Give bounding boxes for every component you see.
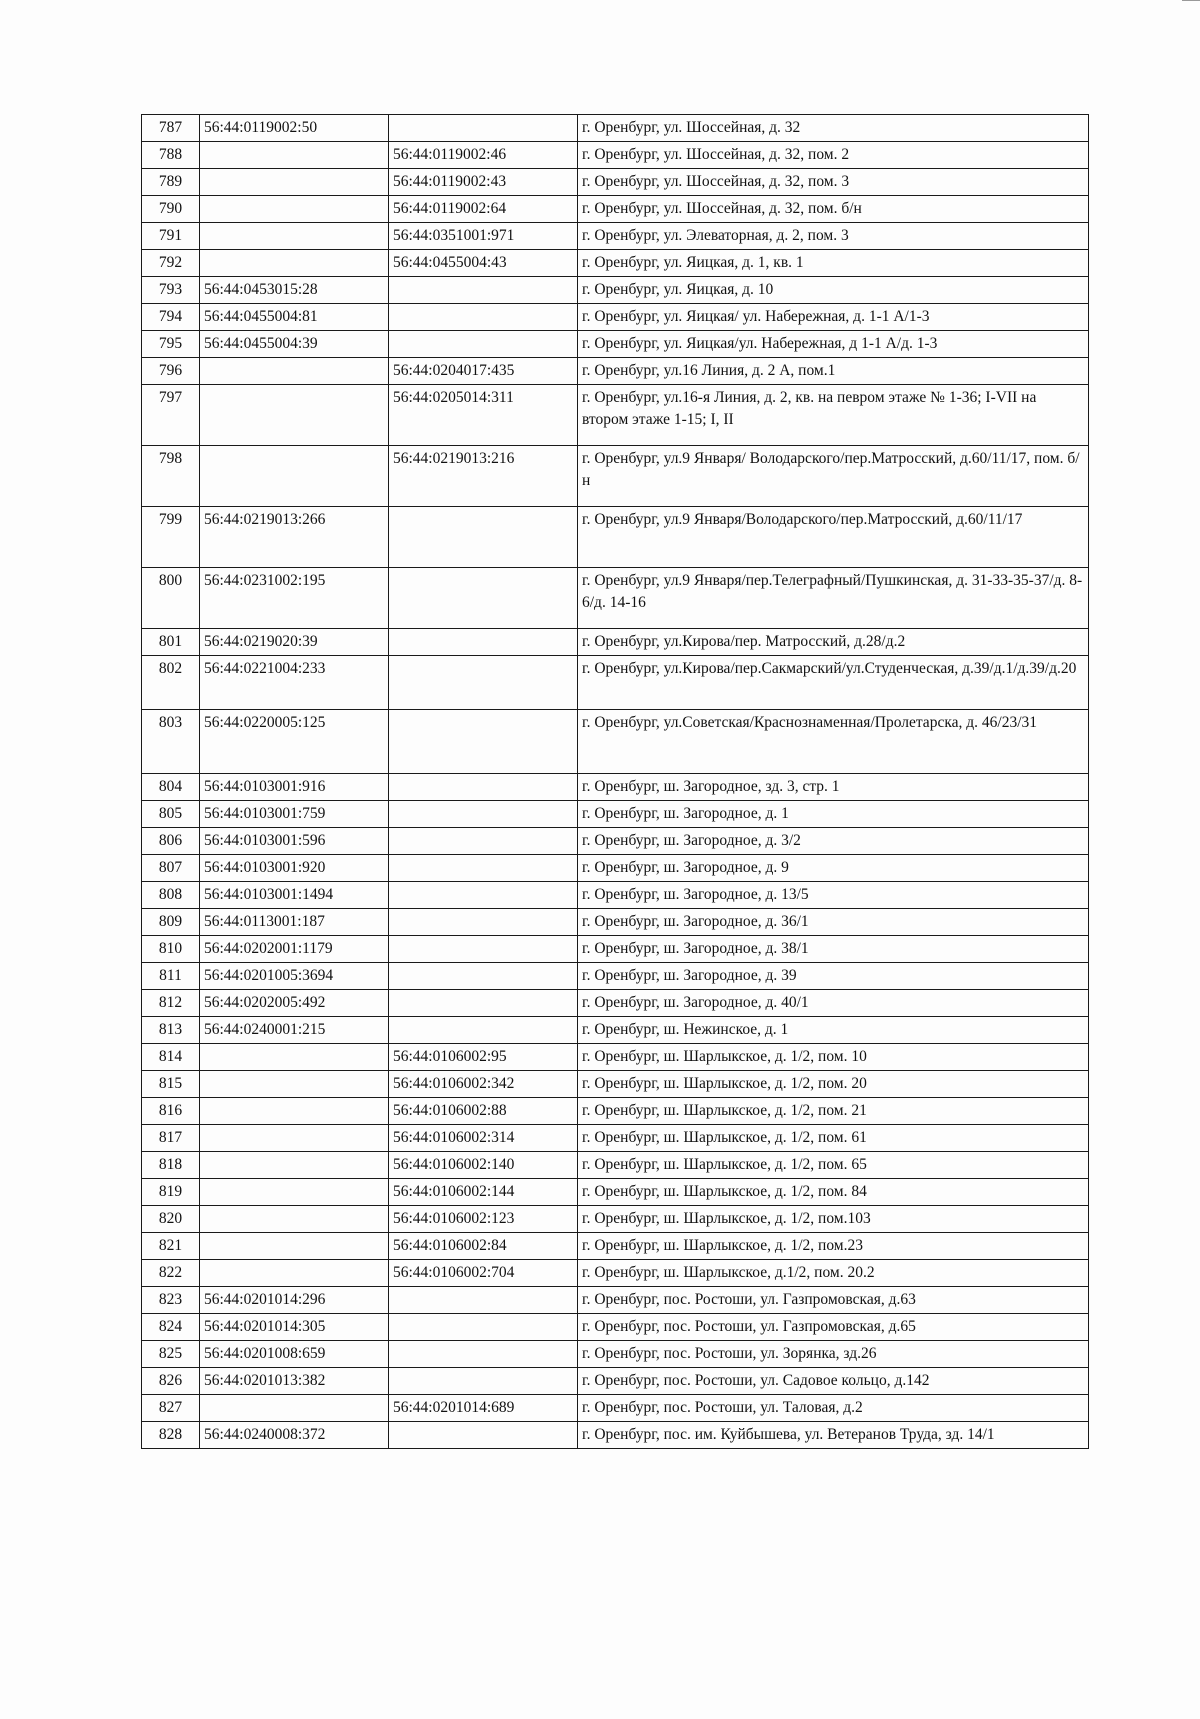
cadastral-number-cell: 56:44:0113001:187 bbox=[200, 909, 389, 936]
row-number-cell: 814 bbox=[142, 1044, 200, 1071]
cadastral-number-cell: 56:44:0219020:39 bbox=[200, 629, 389, 656]
address-cell: г. Оренбург, ш. Загородное, д. 1 bbox=[578, 801, 1089, 828]
address-cell: г. Оренбург, ул. Яицкая/ ул. Набережная, д. 1-1 А/1-3 bbox=[578, 304, 1089, 331]
cadastral-number-cell: 56:44:0201014:296 bbox=[200, 1287, 389, 1314]
premises-cadastral-number-cell bbox=[389, 882, 578, 909]
cadastral-number-cell: 56:44:0103001:920 bbox=[200, 855, 389, 882]
premises-cadastral-number-cell bbox=[389, 1422, 578, 1449]
cadastral-number-cell: 56:44:0221004:233 bbox=[200, 656, 389, 710]
row-number-cell: 809 bbox=[142, 909, 200, 936]
row-number-cell: 801 bbox=[142, 629, 200, 656]
cadastral-number-cell bbox=[200, 169, 389, 196]
address-cell: г. Оренбург, ул.9 Января/ Володарского/пер.Матросский, д.60/11/17, пом. б/н bbox=[578, 446, 1089, 507]
row-number-cell: 790 bbox=[142, 196, 200, 223]
row-number-cell: 828 bbox=[142, 1422, 200, 1449]
table-row bbox=[142, 1368, 1089, 1395]
premises-cadastral-number-cell bbox=[389, 909, 578, 936]
table-row bbox=[142, 142, 1089, 169]
premises-cadastral-number-cell bbox=[389, 1314, 578, 1341]
cadastral-number-cell: 56:44:0219013:266 bbox=[200, 507, 389, 568]
row-number-cell: 820 bbox=[142, 1206, 200, 1233]
address-cell: г. Оренбург, ш. Шарлыкское, д. 1/2, пом. 65 bbox=[578, 1152, 1089, 1179]
table-row bbox=[142, 385, 1089, 446]
row-number-cell: 818 bbox=[142, 1152, 200, 1179]
cadastral-number-cell bbox=[200, 1206, 389, 1233]
cadastral-number-cell bbox=[200, 358, 389, 385]
cadastral-number-cell bbox=[200, 1395, 389, 1422]
registry-table bbox=[141, 114, 1089, 1449]
scan-corner-mark bbox=[1182, 0, 1200, 9]
premises-cadastral-number-cell: 56:44:0201014:689 bbox=[389, 1395, 578, 1422]
table-row bbox=[142, 710, 1089, 774]
table-row bbox=[142, 507, 1089, 568]
premises-cadastral-number-cell: 56:44:0219013:216 bbox=[389, 446, 578, 507]
cadastral-number-cell: 56:44:0240008:372 bbox=[200, 1422, 389, 1449]
premises-cadastral-number-cell: 56:44:0455004:43 bbox=[389, 250, 578, 277]
premises-cadastral-number-cell bbox=[389, 331, 578, 358]
address-cell: г. Оренбург, ул.16-я Линия, д. 2, кв. на певром этаже № 1-36; I-VII на втором этаже 1-15; I, II bbox=[578, 385, 1089, 446]
premises-cadastral-number-cell bbox=[389, 115, 578, 142]
table-row bbox=[142, 223, 1089, 250]
address-cell: г. Оренбург, ш. Нежинское, д. 1 bbox=[578, 1017, 1089, 1044]
table-row bbox=[142, 936, 1089, 963]
address-cell: г. Оренбург, ул. Шоссейная, д. 32, пом. б/н bbox=[578, 196, 1089, 223]
address-cell: г. Оренбург, ул.Советская/Краснознаменная/Пролетарска, д. 46/23/31 bbox=[578, 710, 1089, 774]
address-cell: г. Оренбург, ш. Загородное, зд. 3, стр. 1 bbox=[578, 774, 1089, 801]
row-number-cell: 819 bbox=[142, 1179, 200, 1206]
cadastral-number-cell: 56:44:0455004:39 bbox=[200, 331, 389, 358]
table-row bbox=[142, 1044, 1089, 1071]
table-row bbox=[142, 828, 1089, 855]
premises-cadastral-number-cell: 56:44:0119002:46 bbox=[389, 142, 578, 169]
premises-cadastral-number-cell bbox=[389, 277, 578, 304]
premises-cadastral-number-cell: 56:44:0106002:144 bbox=[389, 1179, 578, 1206]
premises-cadastral-number-cell bbox=[389, 507, 578, 568]
address-cell: г. Оренбург, ш. Шарлыкское, д. 1/2, пом. 61 bbox=[578, 1125, 1089, 1152]
row-number-cell: 815 bbox=[142, 1071, 200, 1098]
cadastral-number-cell bbox=[200, 1125, 389, 1152]
premises-cadastral-number-cell bbox=[389, 1368, 578, 1395]
cadastral-number-cell: 56:44:0220005:125 bbox=[200, 710, 389, 774]
cadastral-number-cell bbox=[200, 1044, 389, 1071]
premises-cadastral-number-cell: 56:44:0106002:84 bbox=[389, 1233, 578, 1260]
address-cell: г. Оренбург, пос. Ростоши, ул. Газпромовская, д.63 bbox=[578, 1287, 1089, 1314]
premises-cadastral-number-cell: 56:44:0106002:123 bbox=[389, 1206, 578, 1233]
premises-cadastral-number-cell bbox=[389, 963, 578, 990]
cadastral-number-cell: 56:44:0103001:596 bbox=[200, 828, 389, 855]
row-number-cell: 796 bbox=[142, 358, 200, 385]
row-number-cell: 791 bbox=[142, 223, 200, 250]
premises-cadastral-number-cell bbox=[389, 304, 578, 331]
row-number-cell: 797 bbox=[142, 385, 200, 446]
premises-cadastral-number-cell bbox=[389, 801, 578, 828]
row-number-cell: 824 bbox=[142, 1314, 200, 1341]
address-cell: г. Оренбург, ш. Шарлыкское, д. 1/2, пом. 84 bbox=[578, 1179, 1089, 1206]
table-row bbox=[142, 277, 1089, 304]
cadastral-number-cell bbox=[200, 1152, 389, 1179]
address-cell: г. Оренбург, ш. Загородное, д. 38/1 bbox=[578, 936, 1089, 963]
row-number-cell: 804 bbox=[142, 774, 200, 801]
premises-cadastral-number-cell bbox=[389, 710, 578, 774]
premises-cadastral-number-cell bbox=[389, 774, 578, 801]
table-row bbox=[142, 774, 1089, 801]
row-number-cell: 810 bbox=[142, 936, 200, 963]
table-row bbox=[142, 963, 1089, 990]
table-row bbox=[142, 1071, 1089, 1098]
cadastral-number-cell: 56:44:0240001:215 bbox=[200, 1017, 389, 1044]
premises-cadastral-number-cell bbox=[389, 828, 578, 855]
row-number-cell: 826 bbox=[142, 1368, 200, 1395]
cadastral-number-cell: 56:44:0103001:759 bbox=[200, 801, 389, 828]
premises-cadastral-number-cell: 56:44:0119002:43 bbox=[389, 169, 578, 196]
address-cell: г. Оренбург, ул.16 Линия, д. 2 А, пом.1 bbox=[578, 358, 1089, 385]
cadastral-number-cell: 56:44:0231002:195 bbox=[200, 568, 389, 629]
premises-cadastral-number-cell bbox=[389, 568, 578, 629]
table-row bbox=[142, 990, 1089, 1017]
table-row bbox=[142, 1341, 1089, 1368]
address-cell: г. Оренбург, ул. Элеваторная, д. 2, пом. 3 bbox=[578, 223, 1089, 250]
premises-cadastral-number-cell bbox=[389, 1017, 578, 1044]
address-cell: г. Оренбург, ул. Шоссейная, д. 32, пом. 2 bbox=[578, 142, 1089, 169]
address-cell: г. Оренбург, ш. Шарлыкское, д. 1/2, пом. 21 bbox=[578, 1098, 1089, 1125]
row-number-cell: 795 bbox=[142, 331, 200, 358]
address-cell: г. Оренбург, ул.Кирова/пер. Матросский, д.28/д.2 bbox=[578, 629, 1089, 656]
table-row bbox=[142, 1206, 1089, 1233]
table-row bbox=[142, 358, 1089, 385]
table-row bbox=[142, 801, 1089, 828]
row-number-cell: 813 bbox=[142, 1017, 200, 1044]
cadastral-number-cell bbox=[200, 1260, 389, 1287]
table-row bbox=[142, 909, 1089, 936]
table-row bbox=[142, 568, 1089, 629]
row-number-cell: 793 bbox=[142, 277, 200, 304]
address-cell: г. Оренбург, пос. Ростоши, ул. Садовое кольцо, д.142 bbox=[578, 1368, 1089, 1395]
row-number-cell: 806 bbox=[142, 828, 200, 855]
premises-cadastral-number-cell: 56:44:0106002:140 bbox=[389, 1152, 578, 1179]
table-row bbox=[142, 304, 1089, 331]
address-cell: г. Оренбург, пос. им. Куйбышева, ул. Ветеранов Труда, зд. 14/1 bbox=[578, 1422, 1089, 1449]
table-row bbox=[142, 1098, 1089, 1125]
row-number-cell: 792 bbox=[142, 250, 200, 277]
table-row bbox=[142, 169, 1089, 196]
cadastral-number-cell: 56:44:0103001:1494 bbox=[200, 882, 389, 909]
table-row bbox=[142, 331, 1089, 358]
row-number-cell: 821 bbox=[142, 1233, 200, 1260]
row-number-cell: 800 bbox=[142, 568, 200, 629]
cadastral-number-cell bbox=[200, 196, 389, 223]
premises-cadastral-number-cell bbox=[389, 629, 578, 656]
row-number-cell: 788 bbox=[142, 142, 200, 169]
table-row bbox=[142, 115, 1089, 142]
address-cell: г. Оренбург, ш. Загородное, д. 3/2 bbox=[578, 828, 1089, 855]
row-number-cell: 805 bbox=[142, 801, 200, 828]
premises-cadastral-number-cell: 56:44:0106002:88 bbox=[389, 1098, 578, 1125]
table-row bbox=[142, 250, 1089, 277]
table-row bbox=[142, 656, 1089, 710]
premises-cadastral-number-cell: 56:44:0106002:342 bbox=[389, 1071, 578, 1098]
registry-table-body bbox=[142, 115, 1089, 1449]
cadastral-number-cell bbox=[200, 223, 389, 250]
table-row bbox=[142, 1179, 1089, 1206]
cadastral-number-cell: 56:44:0201008:659 bbox=[200, 1341, 389, 1368]
address-cell: г. Оренбург, ш. Загородное, д. 39 bbox=[578, 963, 1089, 990]
table-row bbox=[142, 1314, 1089, 1341]
table-row bbox=[142, 882, 1089, 909]
cadastral-number-cell bbox=[200, 1179, 389, 1206]
cadastral-number-cell: 56:44:0453015:28 bbox=[200, 277, 389, 304]
address-cell: г. Оренбург, ул.Кирова/пер.Сакмарский/ул.Студенческая, д.39/д.1/д.39/д.20 bbox=[578, 656, 1089, 710]
row-number-cell: 816 bbox=[142, 1098, 200, 1125]
row-number-cell: 802 bbox=[142, 656, 200, 710]
table-row bbox=[142, 1422, 1089, 1449]
row-number-cell: 789 bbox=[142, 169, 200, 196]
row-number-cell: 811 bbox=[142, 963, 200, 990]
cadastral-number-cell: 56:44:0202001:1179 bbox=[200, 936, 389, 963]
address-cell: г. Оренбург, ш. Загородное, д. 13/5 bbox=[578, 882, 1089, 909]
row-number-cell: 794 bbox=[142, 304, 200, 331]
address-cell: г. Оренбург, ул. Шоссейная, д. 32 bbox=[578, 115, 1089, 142]
premises-cadastral-number-cell: 56:44:0119002:64 bbox=[389, 196, 578, 223]
row-number-cell: 822 bbox=[142, 1260, 200, 1287]
address-cell: г. Оренбург, ул. Яицкая, д. 1, кв. 1 bbox=[578, 250, 1089, 277]
row-number-cell: 825 bbox=[142, 1341, 200, 1368]
cadastral-number-cell: 56:44:0201014:305 bbox=[200, 1314, 389, 1341]
address-cell: г. Оренбург, ул.9 Января/Володарского/пер.Матросский, д.60/11/17 bbox=[578, 507, 1089, 568]
table-row bbox=[142, 1260, 1089, 1287]
address-cell: г. Оренбург, ш. Шарлыкское, д.1/2, пом. 20.2 bbox=[578, 1260, 1089, 1287]
row-number-cell: 827 bbox=[142, 1395, 200, 1422]
cadastral-number-cell bbox=[200, 385, 389, 446]
premises-cadastral-number-cell bbox=[389, 936, 578, 963]
table-row bbox=[142, 1125, 1089, 1152]
table-row bbox=[142, 196, 1089, 223]
premises-cadastral-number-cell: 56:44:0106002:704 bbox=[389, 1260, 578, 1287]
address-cell: г. Оренбург, ш. Шарлыкское, д. 1/2, пом. 20 bbox=[578, 1071, 1089, 1098]
cadastral-number-cell bbox=[200, 142, 389, 169]
table-row bbox=[142, 629, 1089, 656]
table-row bbox=[142, 1395, 1089, 1422]
cadastral-number-cell bbox=[200, 1098, 389, 1125]
table-row bbox=[142, 1152, 1089, 1179]
premises-cadastral-number-cell bbox=[389, 1287, 578, 1314]
premises-cadastral-number-cell bbox=[389, 855, 578, 882]
premises-cadastral-number-cell: 56:44:0106002:314 bbox=[389, 1125, 578, 1152]
cadastral-number-cell: 56:44:0201013:382 bbox=[200, 1368, 389, 1395]
row-number-cell: 787 bbox=[142, 115, 200, 142]
table-row bbox=[142, 1287, 1089, 1314]
cadastral-number-cell bbox=[200, 250, 389, 277]
table-row bbox=[142, 446, 1089, 507]
cadastral-number-cell: 56:44:0119002:50 bbox=[200, 115, 389, 142]
premises-cadastral-number-cell bbox=[389, 656, 578, 710]
cadastral-number-cell: 56:44:0201005:3694 bbox=[200, 963, 389, 990]
address-cell: г. Оренбург, ул. Яицкая/ул. Набережная, д 1-1 А/д. 1-3 bbox=[578, 331, 1089, 358]
address-cell: г. Оренбург, пос. Ростоши, ул. Газпромовская, д.65 bbox=[578, 1314, 1089, 1341]
address-cell: г. Оренбург, ул. Яицкая, д. 10 bbox=[578, 277, 1089, 304]
address-cell: г. Оренбург, ш. Шарлыкское, д. 1/2, пом. 10 bbox=[578, 1044, 1089, 1071]
table-row bbox=[142, 1017, 1089, 1044]
row-number-cell: 812 bbox=[142, 990, 200, 1017]
premises-cadastral-number-cell bbox=[389, 1341, 578, 1368]
row-number-cell: 823 bbox=[142, 1287, 200, 1314]
address-cell: г. Оренбург, ш. Загородное, д. 36/1 bbox=[578, 909, 1089, 936]
premises-cadastral-number-cell: 56:44:0205014:311 bbox=[389, 385, 578, 446]
cadastral-number-cell: 56:44:0202005:492 bbox=[200, 990, 389, 1017]
row-number-cell: 803 bbox=[142, 710, 200, 774]
cadastral-number-cell: 56:44:0103001:916 bbox=[200, 774, 389, 801]
premises-cadastral-number-cell: 56:44:0204017:435 bbox=[389, 358, 578, 385]
address-cell: г. Оренбург, ул. Шоссейная, д. 32, пом. 3 bbox=[578, 169, 1089, 196]
cadastral-number-cell bbox=[200, 1233, 389, 1260]
address-cell: г. Оренбург, ш. Шарлыкское, д. 1/2, пом.103 bbox=[578, 1206, 1089, 1233]
table-row bbox=[142, 1233, 1089, 1260]
premises-cadastral-number-cell: 56:44:0106002:95 bbox=[389, 1044, 578, 1071]
cadastral-number-cell bbox=[200, 446, 389, 507]
address-cell: г. Оренбург, ул.9 Января/пер.Телеграфный/Пушкинская, д. 31-33-35-37/д. 8-6/д. 14-16 bbox=[578, 568, 1089, 629]
row-number-cell: 807 bbox=[142, 855, 200, 882]
cadastral-number-cell: 56:44:0455004:81 bbox=[200, 304, 389, 331]
row-number-cell: 798 bbox=[142, 446, 200, 507]
address-cell: г. Оренбург, ш. Загородное, д. 40/1 bbox=[578, 990, 1089, 1017]
row-number-cell: 799 bbox=[142, 507, 200, 568]
table-row bbox=[142, 855, 1089, 882]
address-cell: г. Оренбург, ш. Загородное, д. 9 bbox=[578, 855, 1089, 882]
row-number-cell: 808 bbox=[142, 882, 200, 909]
premises-cadastral-number-cell: 56:44:0351001:971 bbox=[389, 223, 578, 250]
premises-cadastral-number-cell bbox=[389, 990, 578, 1017]
address-cell: г. Оренбург, пос. Ростоши, ул. Зорянка, зд.26 bbox=[578, 1341, 1089, 1368]
row-number-cell: 817 bbox=[142, 1125, 200, 1152]
address-cell: г. Оренбург, ш. Шарлыкское, д. 1/2, пом.23 bbox=[578, 1233, 1089, 1260]
address-cell: г. Оренбург, пос. Ростоши, ул. Таловая, д.2 bbox=[578, 1395, 1089, 1422]
cadastral-number-cell bbox=[200, 1071, 389, 1098]
